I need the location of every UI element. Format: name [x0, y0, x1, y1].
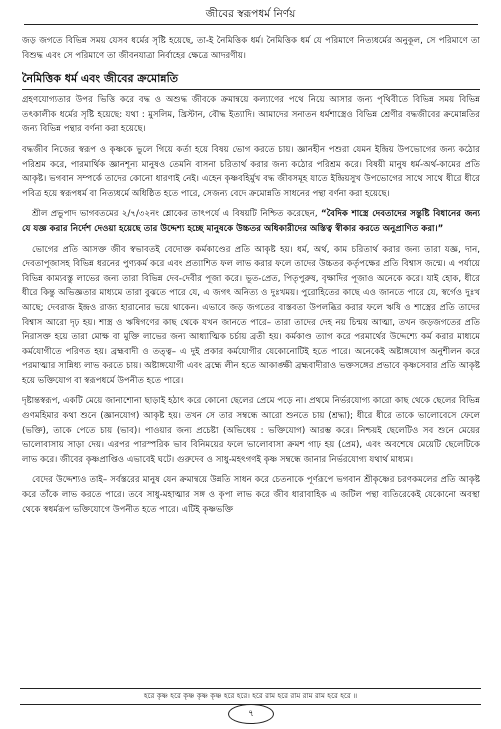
paragraph-karma-kanda: ভোগের প্রতি আসক্ত জীব স্বভাবতই বেদোক্ত কর্মকাণ্ডের প্রতি আকৃষ্ট হয়। ধর্ম, অর্থ, কাম চরিতার্থ করার জন্য তারা যজ্ঞ, দান, দেবতাপূজাসহ বিভিন্ন ধরনের পুণ্যকর্ম করে এবং প্রত্যাশিত ফল লাভ করার ফলে তাদের উচ্চতর কর্তৃপক্ষের প্রতি বিশ্বাস জন্মে। এ পর্যায়ে বিভিন্ন কাম্যবস্তু লাভের জন্য তারা বিভিন্ন দেব-দেবীর পূজা করে। ভূত-প্রেত, পিতৃপুরুষ, বৃক্ষাদির পূজাও অনেকে করে। যাই হোক, ধীরে ধীরে কিন্তু অভিজ্ঞতার মাধ্যমে তারা বুঝতে পারে যে, এ জগৎ অনিত্য ও দুঃখময়। পুরোহিতের কাছে এও জানতে পারে যে, স্বর্গেও দুঃখ আছে; দেবরাজ ইন্দ্রও রাজ্য হারানোর ভয়ে থাকেন। এভাবে জড় জগতের বাস্তবতা উপলব্ধির করার ফলে ঋষি ও শাস্ত্রের প্রতি তাদের বিশ্বাস আরো দৃঢ় হয়। শাস্ত্র ও ঋষিগণের কাছ থেকে যখন জানতে পারে– তারা তাদের দেহ নয় চিন্ময় আত্মা, তখন জড়জগতের প্রতি নিরাসক্ত হয়ে তারা মোক্ষ বা মুক্তি লাভের জন্য আধ্যাত্মিক চর্চায় ব্রতী হয়। কর্মকাণ্ড ত্যাগ করে পরমার্থের উদ্দেশ্যে কর্ম করার মাধ্যমে কর্মযোগীতে পরিণত হয়। ব্রহ্মবাদী ও তত্ত্ব– এ দুই প্রকার কর্মযোগীর যেকোনোটিই হতে পারে। অনেকেই অষ্টাঙ্গযোগ অনুশীলন করে পরমাত্মার সান্নিধ্য লাভ করতে চায়। অষ্টাঙ্গযোগী এবং ব্রহ্মে লীন হতে আকাঙ্ক্ষী ব্রহ্মবাদীরাও ভক্তসঙ্গের প্রভাবে কৃষ্ণসেবার প্রতি আকৃষ্ট হয়ে ভক্তিযোগ বা স্বরূপধর্মে উপনীত হতে পারে।: [22, 244, 480, 386]
running-title: জীবের স্বরূপধর্ম নির্ণয়: [205, 8, 296, 20]
bold-quotation: “বৈদিক শাস্ত্রে দেবতাদের সন্তুষ্টি বিধানের জন্য যে যজ্ঞ করার নির্দেশ দেওয়া হয়েছে তার উদ্দেশ্য হচ্ছে মানুষকে উচ্চতর অধিকারীদের অস্তিত্ব স্বীকার করতে অনুপ্রাণিত করা।”: [22, 209, 480, 234]
paragraph-analogy: দৃষ্টান্তস্বরূপ, একটি মেয়ে জানাশোনা ছাড়াই হঠাৎ করে কোনো ছেলের প্রেমে পড়ে না। প্রথমে নির্ভরযোগ্য কারো কাছ থেকে ছেলের বিভিন্ন গুণমহিমার কথা শুনে (জ্ঞানযোগ) আকৃষ্ট হয়। তখন সে তার সম্বন্ধে আরো শুনতে চায় (শ্রদ্ধা); ধীরে ধীরে তাকে ভালোবেসে ফেলে (ভক্তি), তাকে পেতে চায় (ভাব)। পাওয়ার জন্য প্রচেষ্টা (অভিধেয় : ভক্তিযোগ) আরম্ভ করে। নিশ্চয়ই ছেলেটিও সব শুনে মেয়ের ভালোবাসায় সাড়া দেয়। এরপর পারস্পরিক ভাব বিনিময়ের ফলে ভালোবাসা ক্রমশ গাঢ় হয় (প্রেম), এবং অবশেষে মেয়েটি ছেলেটিকে লাভ করে। জীবের কৃষ্ণপ্রাপ্তিও এভাবেই ঘটে। গুরুদেব ও সাধু-মহৎগণই কৃষ্ণ সম্বন্ধে জানার নির্ভরযোগ্য যথার্থ মাধ্যম।: [22, 396, 480, 465]
paragraph-religions: গ্রহণযোগ্যতার উপর ভিত্তি করে বদ্ধ ও অশুদ্ধ জীবকে ক্রমান্বয়ে কল্যাণের পথে নিয়ে আসার জন্য পৃথিবীতে বিভিন্ন সময় বিভিন্ন তৎকালীক ধর্মের সৃষ্টি হয়েছে: যথা : মুসলিম, খ্রিস্টান, বৌদ্ধ ইত্যাদি। আমাদের সনাতন ধর্মশাস্ত্রেও বিভিন্ন শ্রেণীর বদ্ধজীবের ক্রমোন্নতির জন্য বিভিন্ন পন্থার বর্ণনা করা হয়েছে।: [22, 95, 480, 135]
title-divider: [24, 24, 478, 25]
section-heading: নৈমিত্তিক ধর্ম এবং জীবের ক্রমোন্নতি: [22, 72, 178, 86]
footer-mantra: হরে কৃষ্ণ হরে কৃষ্ণ কৃষ্ণ কৃষ্ণ হরে হরে। হরে রাম হরে রাম রাম রাম হরে হরে ॥: [143, 691, 358, 700]
heading-divider: [22, 89, 480, 90]
paragraph-intro: জড় জগতে বিভিন্ন সময় যেসব ধর্মের সৃষ্টি হয়েছে, তা-ই নৈমিত্তিক ধর্ম। নৈমিত্তিক ধর্ম যে পরিমাণে নিত্যধর্মের অনুকূল, সে পরিমাণে তা বিশুদ্ধ এবং সে পরিমাণে তা জীবনযাত্রা নির্বাহের ক্ষেত্রে আদরণীয়।: [22, 36, 480, 61]
paragraph-veda-purpose: বেদের উদ্দেশ্যও তাই– সর্বস্তরের মানুষ যেন ক্রমান্বয়ে উন্নতি সাধন করে চেতনাকে পূর্ণরূপে ভগবান শ্রীকৃষ্ণের চরণকমলের প্রতি আকৃষ্ট করে তাঁকে লাভ করতে পারে। তবে সাধু-মহাত্মার সঙ্গ ও কৃপা লাভ করে জীব ধারাবাহিক এ জটিল পন্থা ব্যতিরেকেই যেকোনো অবস্থা থেকে স্বধর্মরূপ ভক্তিযোগে উপনীত হতে পারে। এটিই কৃষ্ণভক্তি: [22, 475, 480, 515]
paragraph-prabhupada: [22, 207, 480, 236]
paragraph-prabhupada-lead: শ্রীল প্রভুপাদ ভাগবতমের ২/৭/৩২নং শ্লোকের তাৎপর্যে এ বিষয়টি নিশ্চিত করেছেন,: [32, 209, 322, 220]
body-text: [22, 34, 480, 523]
footer-divider-top: [20, 688, 481, 689]
paragraph-conditioned-soul: বদ্ধজীব নিজের স্বরূপ ও কৃষ্ণকে ভুলে গিয়ে কর্তা হয়ে বিষয় ভোগ করতে চায়। জ্ঞানহীন পশুরা যেমন ইন্দ্রিয় উপভোগের জন্য কঠোর পরিশ্রম করে, পারমার্থিক জ্ঞানশূন্য মানুষও তেমনি বাসনা চরিতার্থ করার জন্য কঠোর পরিশ্রম করে। বিষয়ী মানুষ ধর্ম-অর্থ-কামের প্রতি আকৃষ্ট। ভগবান সম্পর্কে তাদের কোনো ধারণাই নেই। এহেন কৃষ্ণবহির্মুখ বদ্ধ জীবসমূহ যাতে ইন্দ্রিয়সুখ উপভোগের সাথে সাথে ধীরে ধীরে পবিত্র হয়ে স্বরূপধর্ম বা নিত্যধর্মে অধিষ্ঠিত হতে পারে, সেজন্য বেদে ক্রমোন্নতি সাধনের পন্থা বর্ণনা করা হয়েছে।: [22, 144, 480, 199]
page-number: ৭: [228, 704, 274, 724]
